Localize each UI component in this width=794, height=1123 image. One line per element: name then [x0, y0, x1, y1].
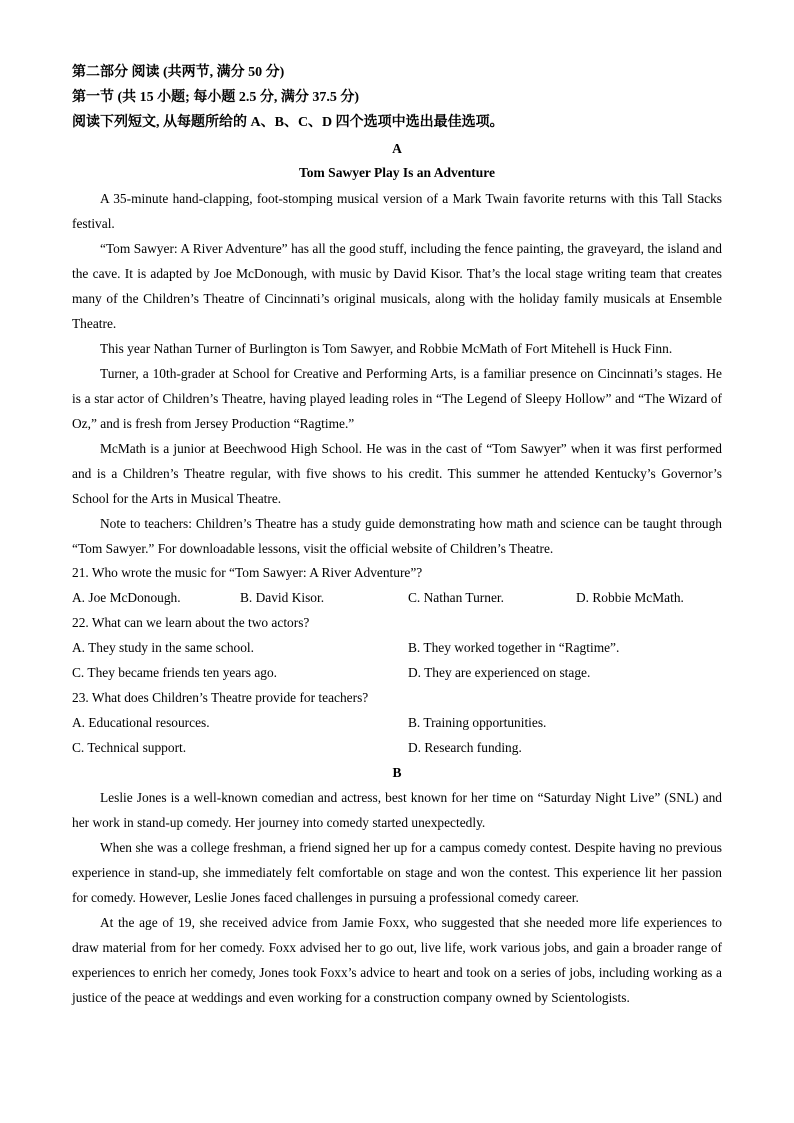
part-heading: 第二部分 阅读 (共两节, 满分 50 分)	[72, 65, 285, 80]
question-21-option-c[interactable]: C. Nathan Turner.	[408, 590, 504, 605]
instruction-text: 阅读下列短文, 从每题所给的 A、B、C、D 四个选项中选出最佳选项。	[72, 115, 504, 130]
question-23-option-d[interactable]: D. Research funding.	[408, 740, 522, 755]
passage-a-paragraph: A 35-minute hand-clapping, foot-stomping musical version of a Mark Twain favorite returns with this Tall Stacks festival.	[72, 191, 722, 231]
question-23-option-a[interactable]: A. Educational resources.	[72, 715, 210, 730]
question-23-option-b[interactable]: B. Training opportunities.	[408, 715, 547, 730]
question-22-option-b[interactable]: B. They worked together in “Ragtime”.	[408, 640, 620, 655]
question-22-option-c[interactable]: C. They became friends ten years ago.	[72, 665, 277, 680]
question-21-option-a[interactable]: A. Joe McDonough.	[72, 590, 181, 605]
passage-a-paragraph: Note to teachers: Children’s Theatre has a study guide demonstrating how math and science can be taught through “Tom Sawyer.” For downloadable lessons, visit the official website of Children’s Theatre.	[72, 516, 722, 556]
passage-b-paragraph: At the age of 19, she received advice from Jamie Foxx, who suggested that she needed more life experiences to draw material from for her comedy. Foxx advised her to go out, live life, work various jobs, and gain a broader range of experiences to enrich her comedy, Jones took Foxx’s advice to heart and took on a series of jobs, including working as a justice of the peace at weddings and even working for a construction company owned by Scientologists.	[72, 915, 722, 1005]
question-22-stem: 22. What can we learn about the two actors?	[72, 615, 310, 630]
passage-a-paragraph: McMath is a junior at Beechwood High School. He was in the cast of “Tom Sawyer” when it was first performed and is a Children’s Theatre regular, with five shows to his credit. This summer he attended Kentucky’s Governor’s School for the Arts in Musical Theatre.	[72, 441, 722, 506]
passage-b-paragraph: Leslie Jones is a well-known comedian and actress, best known for her time on “Saturday Night Live” (SNL) and her work in stand-up comedy. Her journey into comedy started unexpectedly.	[72, 790, 722, 830]
passage-b-label: B	[392, 765, 402, 780]
question-22-option-a[interactable]: A. They study in the same school.	[72, 640, 254, 655]
passage-a-paragraph: This year Nathan Turner of Burlington is Tom Sawyer, and Robbie McMath of Fort Mitehell is Huck Finn.	[100, 341, 673, 356]
question-21-option-b[interactable]: B. David Kisor.	[240, 590, 325, 605]
passage-b-paragraph: When she was a college freshman, a friend signed her up for a campus comedy contest. Despite having no previous experience in stand-up, she immediately felt comfortable on stage and won the contest. This experience lit her passion for comedy. However, Leslie Jones faced challenges in pursuing a professional comedy career.	[72, 840, 722, 905]
question-23-stem: 23. What does Children’s Theatre provide for teachers?	[72, 690, 369, 705]
question-23-option-c[interactable]: C. Technical support.	[72, 740, 187, 755]
passage-a-paragraph: “Tom Sawyer: A River Adventure” has all the good stuff, including the fence painting, the graveyard, the island and the cave. It is adapted by Joe McDonough, with music by David Kisor. That’s the local stage writing team that creates many of the Children’s Theatre of Cincinnati’s original musicals, along with the holiday family musicals at Ensemble Theatre.	[72, 241, 722, 331]
question-22-option-d[interactable]: D. They are experienced on stage.	[408, 665, 591, 680]
question-21-stem: 21. Who wrote the music for “Tom Sawyer: A River Adventure”?	[72, 565, 423, 580]
passage-a-paragraph: Turner, a 10th-grader at School for Creative and Performing Arts, is a familiar presence on Cincinnati’s stages. He is a star actor of Children’s Theatre, having played leading roles in “The Legend of Sleepy Hollow” and “The Wizard of Oz,” and is fresh from Jersey Production “Ragtime.”	[72, 366, 722, 431]
passage-a-label: A	[392, 141, 402, 156]
passage-a-title: Tom Sawyer Play Is an Adventure	[299, 165, 495, 180]
question-21-option-d[interactable]: D. Robbie McMath.	[576, 590, 684, 605]
section-heading: 第一节 (共 15 小题; 每小题 2.5 分, 满分 37.5 分)	[72, 90, 359, 105]
